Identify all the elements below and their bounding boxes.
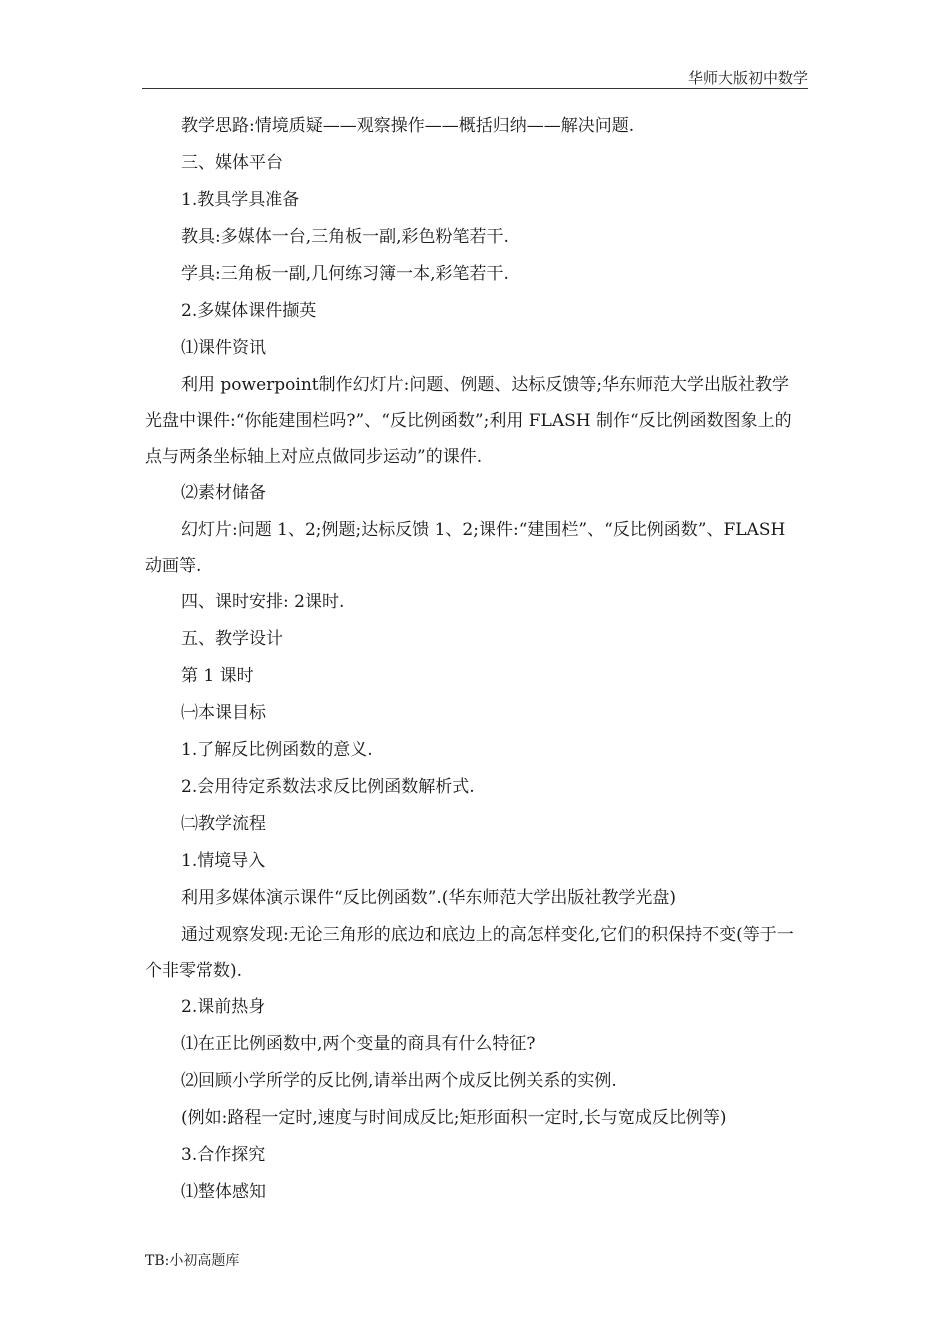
paragraph-teacher-tools: 教具:多媒体一台,三角板一副,彩色粉笔若干. xyxy=(181,227,509,247)
subheading-courseware: 2.多媒体课件撷英 xyxy=(181,301,317,321)
section-heading-media: 三、媒体平台 xyxy=(181,153,283,173)
subheading-warmup: 2.课前热身 xyxy=(181,997,266,1017)
subheading-courseware-info: ⑴课件资讯 xyxy=(181,338,266,358)
warmup-example: (例如:路程一定时,速度与时间成反比;矩形面积一定时,长与宽成反比例等) xyxy=(181,1108,727,1128)
paragraph-student-tools: 学具:三角板一副,几何练习簿一本,彩笔若干. xyxy=(181,264,509,284)
subheading-tools: 1.教具学具准备 xyxy=(181,190,300,210)
page-footer: TB:小初高题库 xyxy=(145,1253,240,1269)
goal-item-1: 1.了解反比例函数的意义. xyxy=(181,740,373,760)
header-divider xyxy=(142,88,808,89)
paragraph-teaching-approach: 教学思路:情境质疑——观察操作——概括归纳——解决问题. xyxy=(181,116,635,136)
subheading-intro: 1.情境导入 xyxy=(181,851,266,871)
paragraph-courseware-info: 利用 powerpoint制作幻灯片:问题、例题、达标反馈等;华东师范大学出版社教学光盘中课件:“你能建围栏吗?”、“反比例函数”;利用 FLASH 制作“反比例函数图象上的点与两条坐标轴上对应点做同步运动”的课件. xyxy=(145,375,792,467)
subheading-materials: ⑵素材储备 xyxy=(181,483,266,503)
lesson-heading-1: 第 1 课时 xyxy=(181,666,254,686)
subheading-explore: 3.合作探究 xyxy=(181,1145,266,1165)
section-heading-design: 五、教学设计 xyxy=(181,629,283,649)
warmup-question-2: ⑵回顾小学所学的反比例,请举出两个成反比例关系的实例. xyxy=(181,1071,617,1091)
section-heading-schedule: 四、课时安排: 2课时. xyxy=(181,592,345,612)
subheading-overall: ⑴整体感知 xyxy=(181,1182,266,1202)
paragraph-intro: 利用多媒体演示课件“反比例函数”.(华东师范大学出版社教学光盘) xyxy=(181,888,677,908)
paragraph-materials: 幻灯片:问题 1、2;例题;达标反馈 1、2;课件:“建围栏”、“反比例函数”、FLASH 动画等. xyxy=(145,520,786,576)
goal-item-2: 2.会用待定系数法求反比例函数解析式. xyxy=(181,777,475,797)
paragraph-observation: 通过观察发现:无论三角形的底边和底边上的高怎样变化,它们的积保持不变(等于一个非零常数). xyxy=(145,925,794,981)
warmup-question-1: ⑴在正比例函数中,两个变量的商具有什么特征? xyxy=(181,1034,536,1054)
subheading-goals: ㈠本课目标 xyxy=(181,703,266,723)
subheading-process: ㈡教学流程 xyxy=(181,814,266,834)
document-body xyxy=(145,108,805,1211)
page-header-title: 华师大版初中数学 xyxy=(687,69,808,87)
